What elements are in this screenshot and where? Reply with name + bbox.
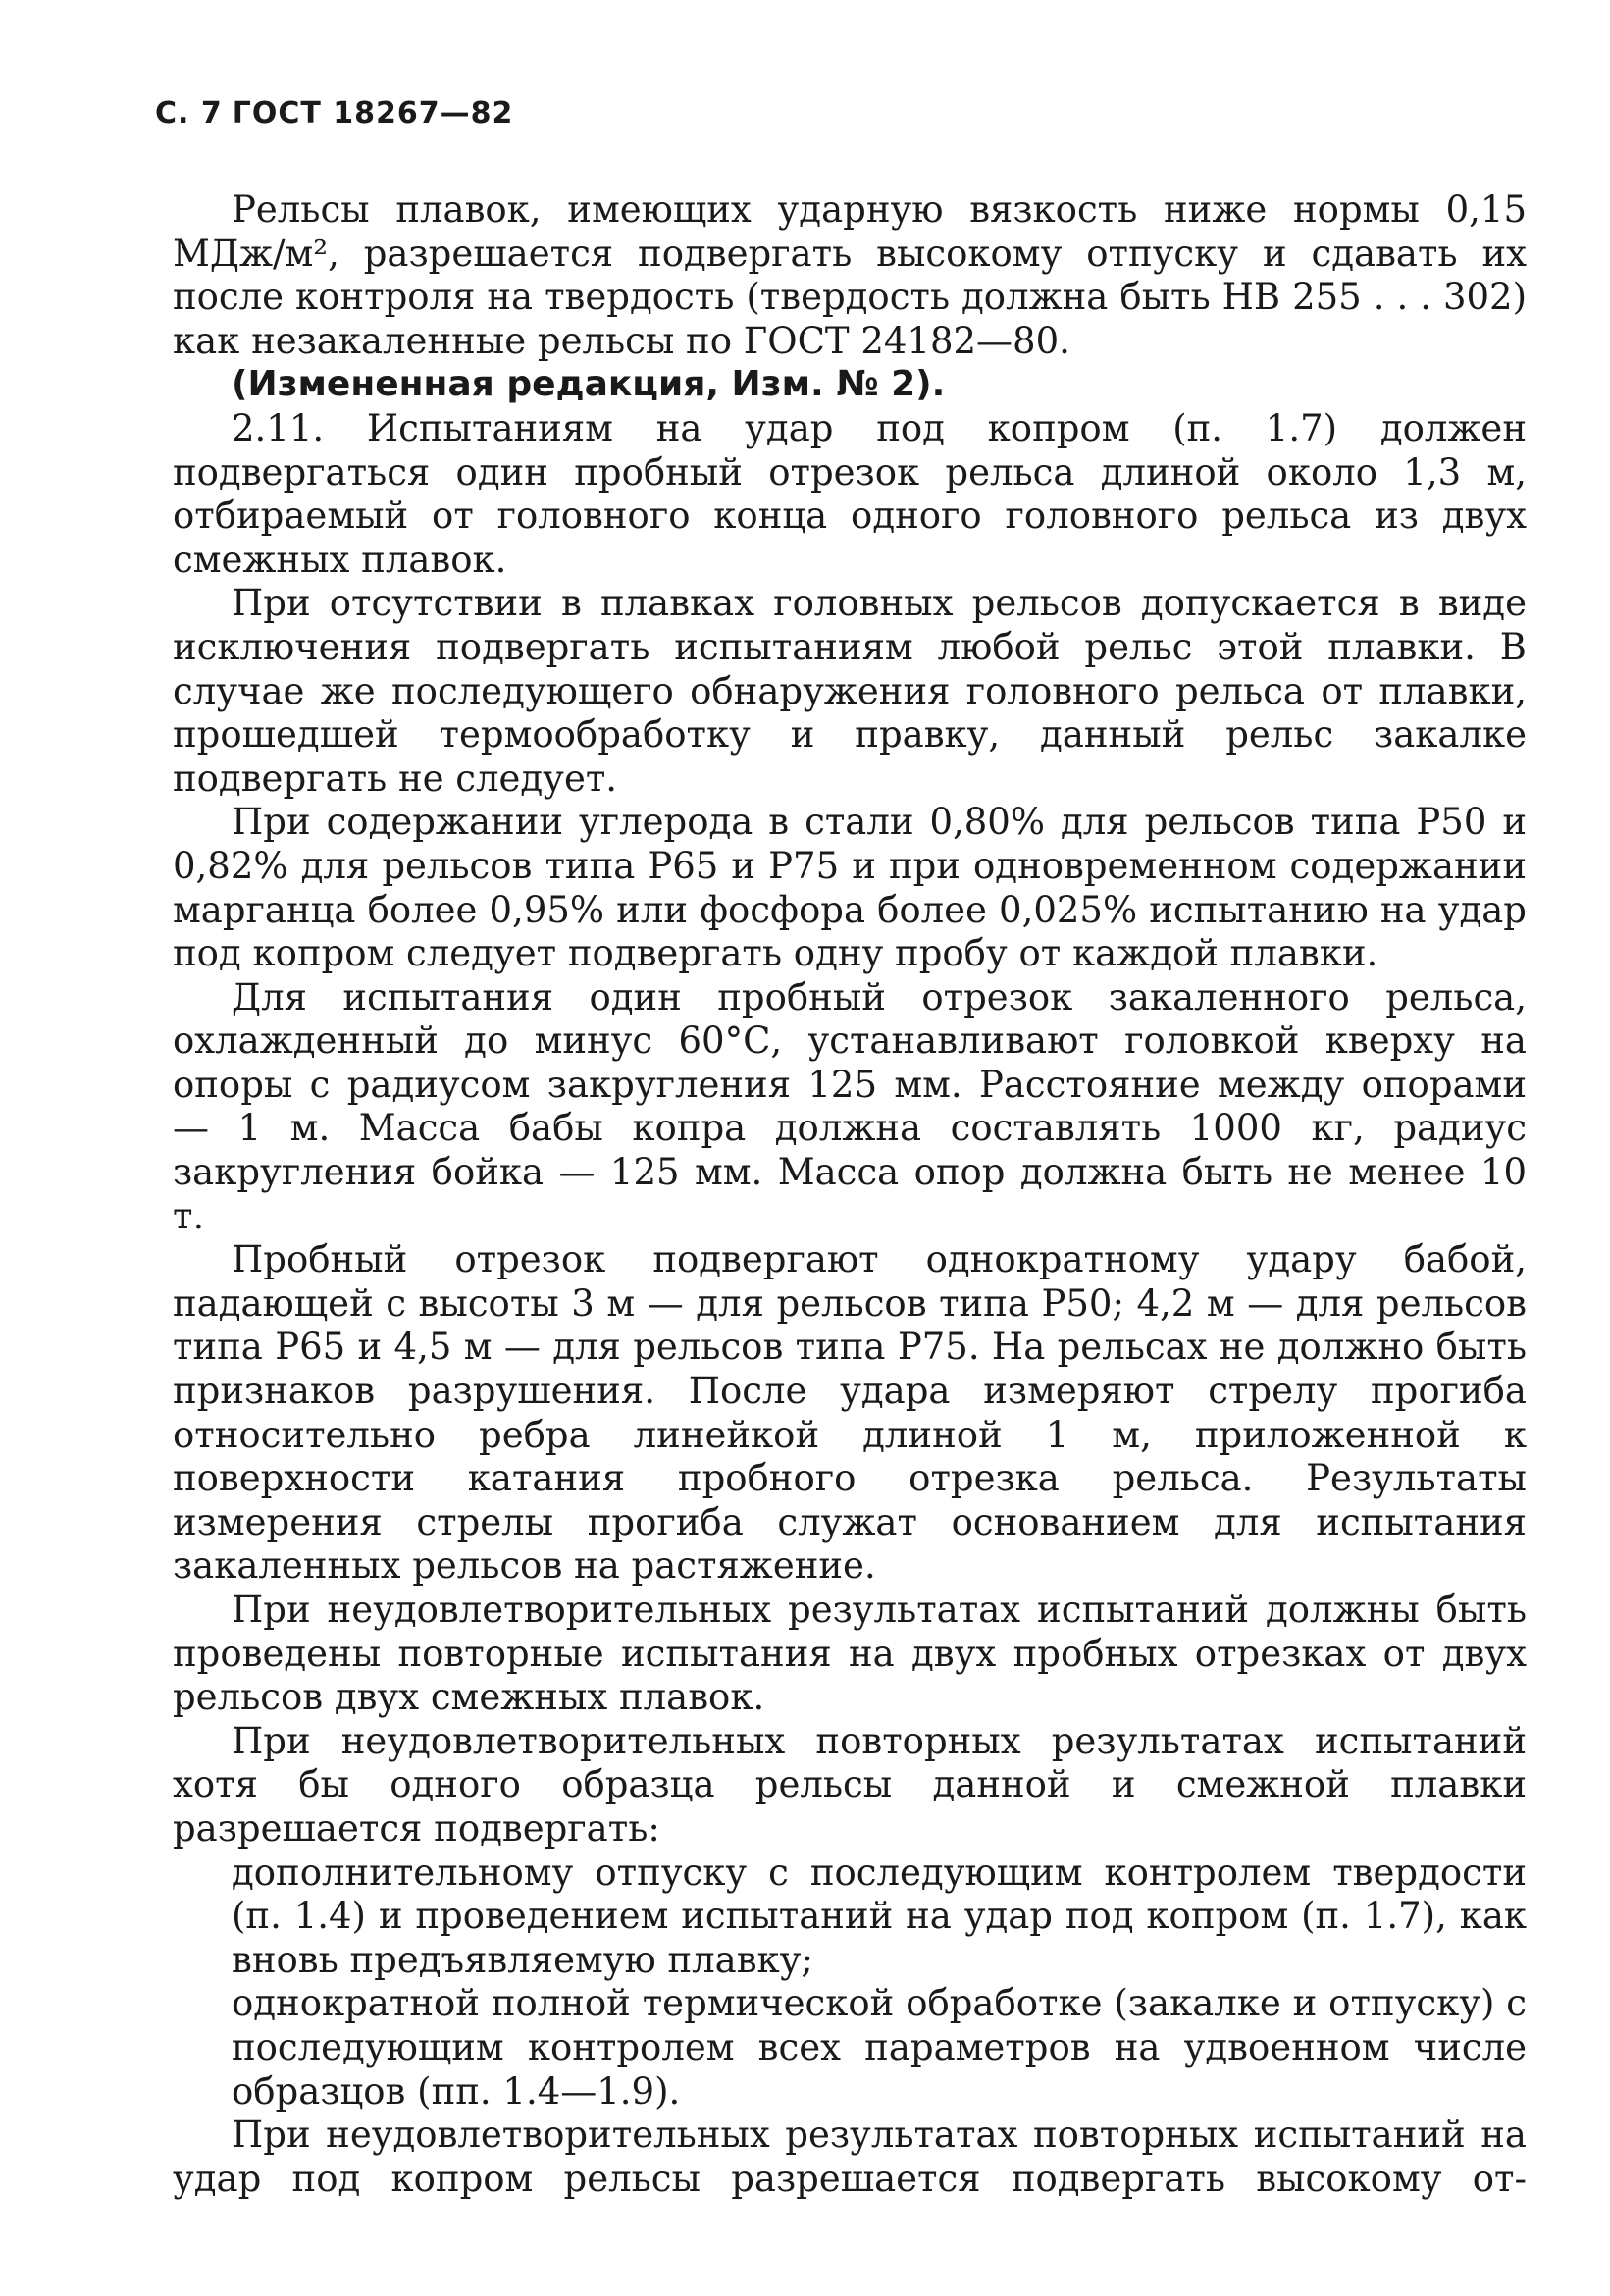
page-header: [155, 96, 523, 130]
paragraph-single-impact: Пробный отрезок подвергают однократному удару бабой, падающей с высоты 3 м — для рельсов типа Р50; 4,2 м — для рельсов типа Р65 и 4,5 м — для рельсов типа Р75. На рельсах не должно быть признаков разрушения. После удара измеряют стрелу прогиба относительно ребра линейкой длиной 1 м, приложенной к поверхности катания пробного отрезка рельса. Результаты измерения стрелы прогиба служат основанием для испытания закаленных рельсов на растяжение.: [173, 1238, 1527, 1588]
paragraph-no-head-rails: При отсутствии в плавках головных рельсов допускается в виде исключения подвергать испытаниям любой рельс этой плавки. В случае же последующего обнаружения головного рельса от плавки, прошедшей термообработку и правку, данный рельс закалке подвергать не следует.: [173, 582, 1527, 800]
paragraph-retest: При неудовлетворительных результатах испытаний должны быть проведены повторные испытания на двух пробных отрезках от двух рельсов двух смежных плавок.: [173, 1589, 1527, 1719]
list-item-full-heat-treatment: однократной полной термической обработке (закалке и отпуску) с последующим контролем всех параметров на удвоенном числе образцов (пп. 1.4—1.9).: [232, 1982, 1527, 2113]
page-number: С. 7: [155, 96, 223, 130]
paragraph-impact-toughness: Рельсы плавок, имеющих ударную вязкость ниже нормы 0,15 МДж/м², разрешается подвергать высокому отпуску и сдавать их после контроля на твердость (твердость должна быть НВ 255 . . . 302) как незакаленные рельсы по ГОСТ 24182—80.: [173, 188, 1527, 362]
paragraph-2-11: 2.11. Испытаниям на удар под копром (п. 1.7) должен подвергаться один пробный отрезок рельса длиной около 1,3 м, отбираемый от головного конца одного головного рельса из двух смежных плавок.: [173, 406, 1527, 581]
standard-designation: ГОСТ 18267—82: [232, 96, 514, 130]
list-item-additional-tempering: дополнительному отпуску с последующим контролем твердости (п. 1.4) и проведением испытаний на удар под копром (п. 1.7), как вновь предъявляемую плавку;: [232, 1851, 1527, 1981]
paragraph-carbon-content: При содержании углерода в стали 0,80% для рельсов типа Р50 и 0,82% для рельсов типа Р65 и Р75 и при одновременном содержании марганца более 0,95% или фосфора более 0,025% испытанию на удар под копром следует подвергать одну пробу от каждой плавки.: [173, 801, 1527, 975]
paragraph-final-retest: При неудовлетворительных результатах повторных испытаний на удар под копром рельсы разрешается подвергать высокому от-: [173, 2113, 1527, 2200]
amendment-note: (Измененная редакция, Изм. № 2).: [232, 364, 946, 405]
paragraph-test-setup: Для испытания один пробный отрезок закаленного рельса, охлажденный до минус 60°С, устанавливают головкой кверху на опоры с радиусом закругления 125 мм. Расстояние между опорами — 1 м. Масса бабы копра должна составлять 1000 кг, радиус закругления бойка — 125 мм. Масса опор должна быть не менее 10 т.: [173, 975, 1527, 1237]
paragraph-retest-failure: При неудовлетворительных повторных результатах испытаний хотя бы одного образца рельсы данной и смежной плавки разрешается подвергать:: [173, 1719, 1527, 1850]
body-text: [173, 188, 1527, 2201]
